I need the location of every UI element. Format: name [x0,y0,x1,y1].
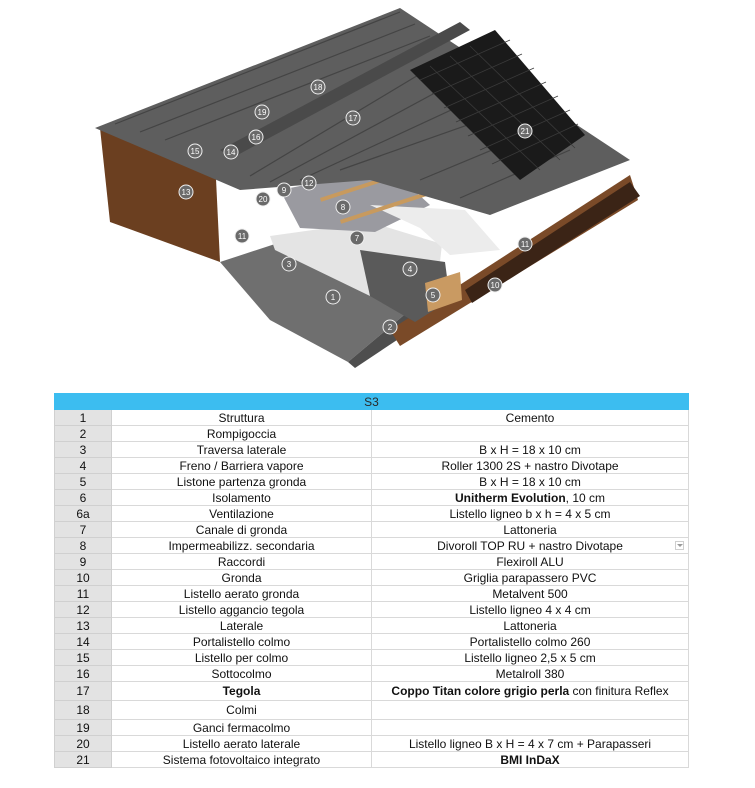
callout-21 [518,124,532,138]
callout-1 [326,290,340,304]
callout-13 [179,185,193,199]
row-component: Raccordi [112,554,372,570]
svg-text:19: 19 [257,108,267,117]
row-number: 19 [55,720,112,736]
table-row [55,538,689,554]
svg-text:18: 18 [313,83,323,92]
row-material: Listello ligneo 2,5 x 5 cm [372,650,689,666]
row-material [372,538,689,554]
row-number: 9 [55,554,112,570]
row-number: 3 [55,442,112,458]
row-component: Laterale [112,618,372,634]
table-row [55,490,689,506]
row-number: 6a [55,506,112,522]
row-component: Listello per colmo [112,650,372,666]
row-component: Impermeabilizz. secondaria [112,538,372,554]
row-material: Griglia parapassero PVC [372,570,689,586]
row-component: Tegola [112,682,372,701]
row-material: Roller 1300 2S + nastro Divotape [372,458,689,474]
row-material [372,682,689,701]
row-component: Struttura [112,410,372,426]
callout-11b [518,237,532,251]
callout-2 [383,320,397,334]
table-row [55,618,689,634]
table-row [55,506,689,522]
callout-8 [336,200,350,214]
svg-text:2: 2 [387,323,393,332]
row-material: Cemento [372,410,689,426]
row-material: B x H = 18 x 10 cm [372,474,689,490]
svg-text:8: 8 [340,203,346,212]
table-row [55,458,689,474]
svg-text:17: 17 [348,114,358,123]
row-component: Sottocolmo [112,666,372,682]
table-row [55,650,689,666]
row-component: Listello aerato gronda [112,586,372,602]
svg-text:21: 21 [520,127,530,136]
row-number: 13 [55,618,112,634]
row-component: Traversa laterale [112,442,372,458]
row-component: Rompigoccia [112,426,372,442]
row-number: 7 [55,522,112,538]
svg-text:11: 11 [520,240,530,249]
row-component: Listone partenza gronda [112,474,372,490]
row-material [372,701,689,720]
table-row [55,410,689,426]
callout-14 [224,145,238,159]
row-component: Gronda [112,570,372,586]
table-row [55,666,689,682]
material-rest: , 10 cm [565,490,606,505]
row-number: 21 [55,752,112,768]
table-row [55,682,689,701]
row-material: Listello ligneo B x H = 4 x 7 cm + Parapasseri [372,736,689,752]
row-component: Portalistello colmo [112,634,372,650]
row-component: Colmi [112,701,372,720]
callout-15 [188,144,202,158]
row-material: Lattoneria [372,618,689,634]
material-bold: Unitherm Evolution [455,490,566,505]
row-material: Portalistello colmo 260 [372,634,689,650]
table-row [55,634,689,650]
row-material: B x H = 18 x 10 cm [372,442,689,458]
svg-text:4: 4 [407,265,413,274]
row-number: 18 [55,701,112,720]
callout-18 [311,80,325,94]
table-row [55,570,689,586]
svg-text:12: 12 [304,179,314,188]
row-component: Sistema fotovoltaico integrato [112,752,372,768]
svg-text:11: 11 [237,232,247,241]
row-material: Listello ligneo 4 x 4 cm [372,602,689,618]
row-component: Isolamento [112,490,372,506]
svg-text:7: 7 [354,234,360,243]
svg-text:10: 10 [490,281,500,290]
svg-text:1: 1 [330,293,336,302]
svg-text:15: 15 [190,147,200,156]
callout-11a [235,229,249,243]
row-material: Listello ligneo b x h = 4 x 5 cm [372,506,689,522]
svg-text:5: 5 [430,291,436,300]
row-material: Metalvent 500 [372,586,689,602]
row-number: 5 [55,474,112,490]
row-number: 12 [55,602,112,618]
row-number: 20 [55,736,112,752]
svg-text:9: 9 [281,186,287,195]
svg-text:13: 13 [181,188,191,197]
row-number: 14 [55,634,112,650]
callout-5 [426,288,440,302]
table-row [55,736,689,752]
row-component: Ganci fermacolmo [112,720,372,736]
callout-7 [350,231,364,245]
table-row [55,522,689,538]
row-number: 11 [55,586,112,602]
table-row [55,701,689,720]
row-number: 8 [55,538,112,554]
svg-text:14: 14 [226,148,236,157]
row-component: Canale di gronda [112,522,372,538]
row-number: 16 [55,666,112,682]
row-component: Ventilazione [112,506,372,522]
callout-12 [302,176,316,190]
roof-cross-section-illustration [70,0,670,382]
table-row [55,752,689,768]
row-material: Flexiroll ALU [372,554,689,570]
table-row [55,602,689,618]
svg-text:16: 16 [251,133,261,142]
callout-20 [256,192,270,206]
table-row [55,474,689,490]
table-row [55,720,689,736]
row-material: BMI InDaX [372,752,689,768]
row-component: Listello aggancio tegola [112,602,372,618]
callout-9 [277,183,291,197]
callout-17 [346,111,360,125]
row-material [372,426,689,442]
row-component: Listello aerato laterale [112,736,372,752]
table-header: S3 [55,394,689,410]
row-number: 17 [55,682,112,701]
material-text: Divoroll TOP RU + nastro Divotape [437,538,623,553]
row-number: 15 [55,650,112,666]
table-row [55,426,689,442]
row-number: 10 [55,570,112,586]
svg-text:3: 3 [286,260,292,269]
callout-4 [403,262,417,276]
row-number: 4 [55,458,112,474]
table-row [55,554,689,570]
row-material [372,490,689,506]
svg-text:20: 20 [258,195,268,204]
material-rest: con finitura Reflex [569,684,669,698]
row-material: Metalroll 380 [372,666,689,682]
row-material: Lattoneria [372,522,689,538]
dropdown-arrow-icon[interactable] [675,541,684,550]
row-component: Freno / Barriera vapore [112,458,372,474]
table-row [55,442,689,458]
row-material [372,720,689,736]
callout-19 [255,105,269,119]
material-bold: Coppo Titan colore grigio perla [391,684,570,698]
row-number: 1 [55,410,112,426]
table-row [55,586,689,602]
specification-table [54,393,689,768]
callout-16 [249,130,263,144]
row-number: 2 [55,426,112,442]
callout-3 [282,257,296,271]
row-number: 6 [55,490,112,506]
callout-10 [488,278,502,292]
